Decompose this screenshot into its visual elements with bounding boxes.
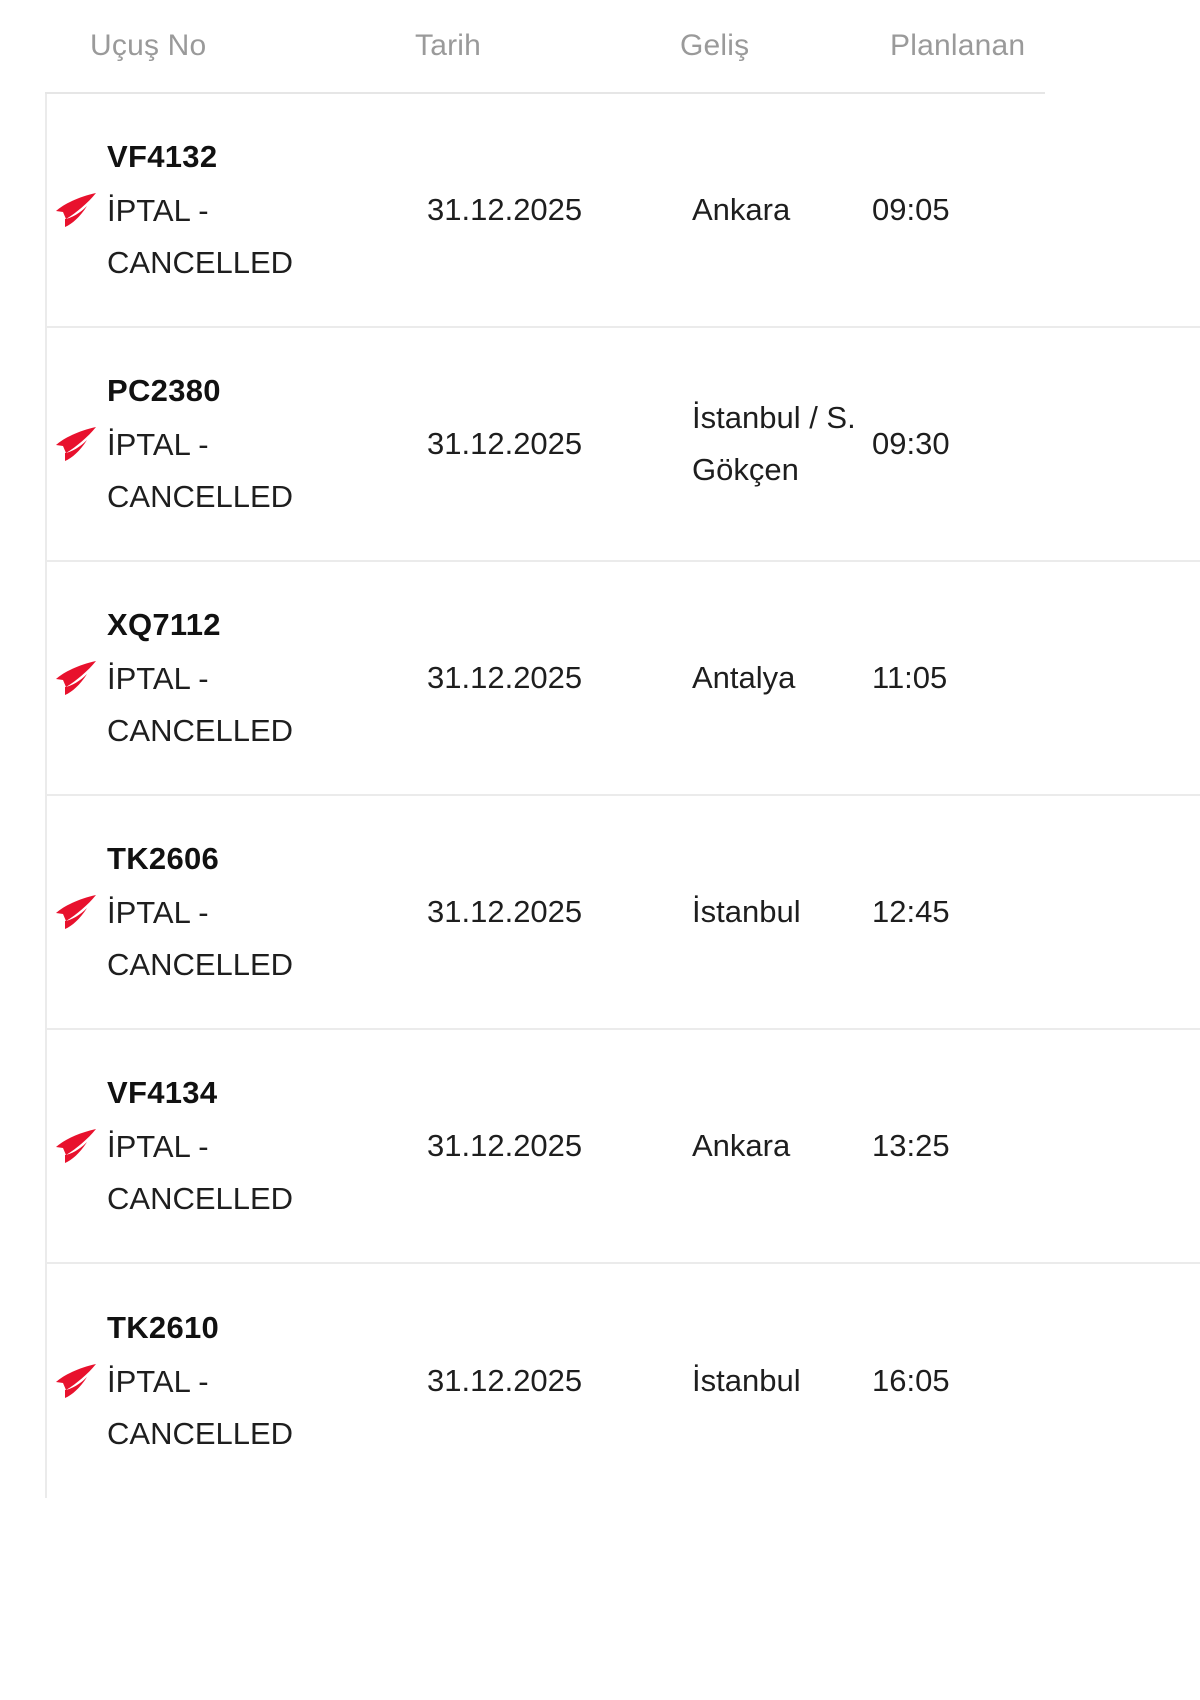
column-header-arrival: Geliş [680, 29, 750, 62]
flight-date: 31.12.2025 [427, 425, 583, 461]
flight-status: İPTAL - CANCELLED [107, 1363, 294, 1452]
table-row[interactable] [45, 94, 1200, 328]
flight-info [107, 833, 427, 991]
flight-number: TK2610 [107, 1309, 220, 1345]
table-row[interactable] [45, 796, 1200, 1030]
flight-date: 31.12.2025 [427, 893, 583, 929]
table-body [45, 94, 1200, 1498]
flight-status: İPTAL - CANCELLED [107, 894, 294, 983]
flight-info [107, 599, 427, 757]
flight-status: İPTAL - CANCELLED [107, 426, 294, 515]
flight-arrival: Antalya [692, 659, 796, 695]
flight-number: XQ7112 [107, 606, 221, 642]
table-row[interactable] [45, 1030, 1200, 1264]
flight-date: 31.12.2025 [427, 1127, 583, 1163]
column-header-date: Tarih [415, 29, 482, 62]
table-header-row [45, 0, 1045, 94]
flight-info [107, 365, 427, 523]
plane-icon [47, 659, 107, 697]
flight-arrival: Ankara [692, 191, 791, 227]
flight-number: VF4134 [107, 1074, 218, 1110]
flight-status: İPTAL - CANCELLED [107, 1128, 294, 1217]
flight-date: 31.12.2025 [427, 191, 583, 227]
table-row[interactable] [45, 1264, 1200, 1498]
flight-date: 31.12.2025 [427, 659, 583, 695]
flight-status: İPTAL - CANCELLED [107, 192, 294, 281]
flight-planned-time: 13:25 [872, 1127, 950, 1163]
flight-number: TK2606 [107, 840, 220, 876]
column-header-flight-no: Uçuş No [90, 29, 207, 62]
flight-arrival: İstanbul / S. Gökçen [692, 399, 856, 487]
flight-planned-time: 09:05 [872, 191, 950, 227]
flight-date: 31.12.2025 [427, 1362, 583, 1398]
flight-arrival: Ankara [692, 1127, 791, 1163]
table-row[interactable] [45, 328, 1200, 562]
flight-planned-time: 11:05 [872, 659, 948, 695]
flight-planned-time: 09:30 [872, 425, 950, 461]
flight-info [107, 131, 427, 289]
flight-status: İPTAL - CANCELLED [107, 660, 294, 749]
flight-planned-time: 12:45 [872, 893, 950, 929]
plane-icon [47, 893, 107, 931]
plane-icon [47, 1127, 107, 1165]
flight-arrival: İstanbul [692, 893, 801, 929]
plane-icon [47, 425, 107, 463]
flight-planned-time: 16:05 [872, 1362, 950, 1398]
plane-icon [47, 1362, 107, 1400]
column-header-planned: Planlanan [890, 29, 1026, 62]
table-row[interactable] [45, 562, 1200, 796]
flight-number: PC2380 [107, 372, 221, 408]
flight-arrival: İstanbul [692, 1362, 801, 1398]
flight-info [107, 1302, 427, 1460]
flight-info [107, 1067, 427, 1225]
flight-number: VF4132 [107, 138, 218, 174]
plane-icon [47, 191, 107, 229]
